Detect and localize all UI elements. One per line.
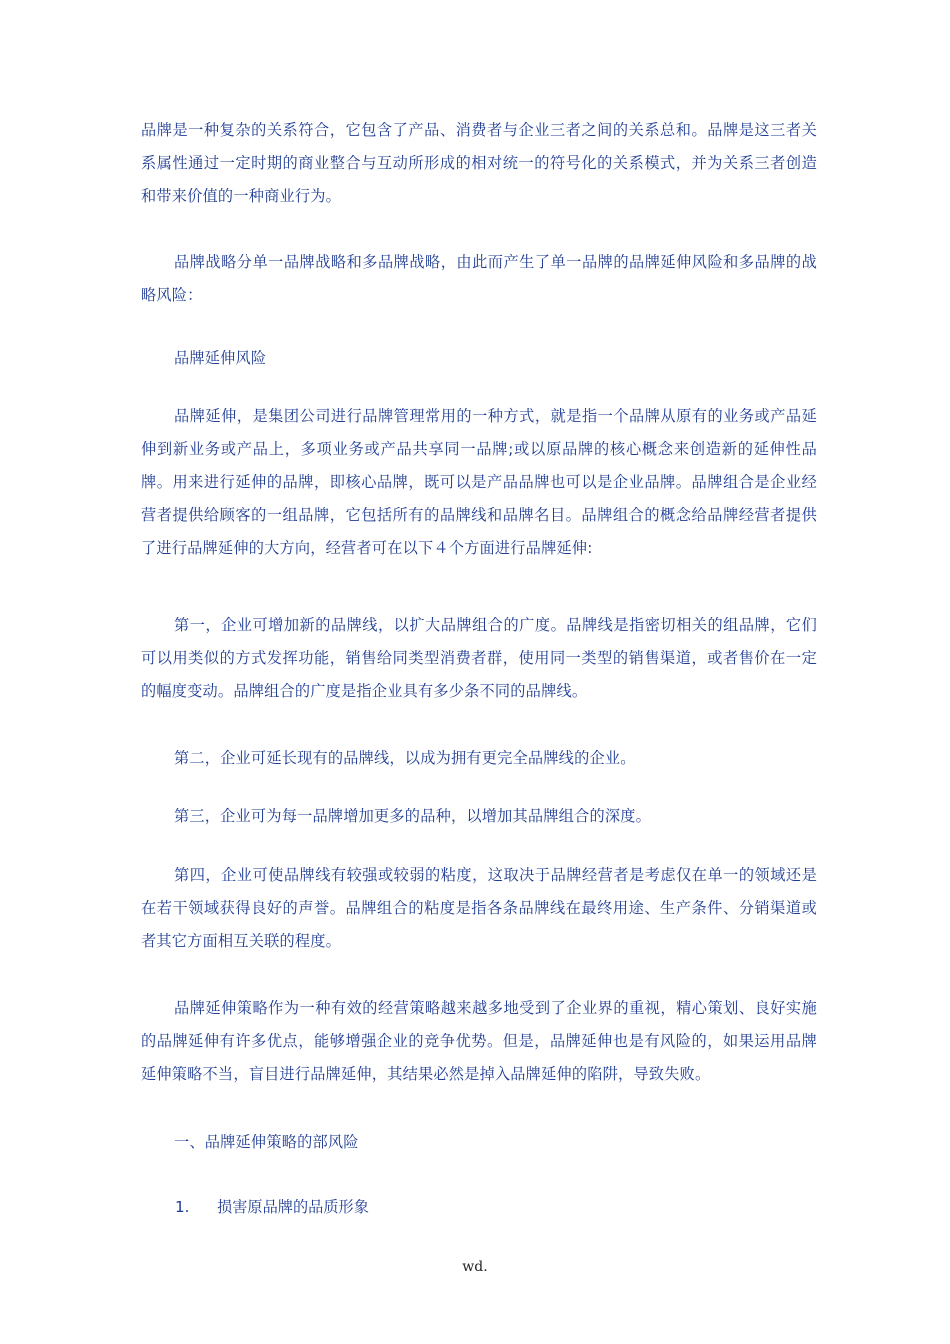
paragraph-brand-extension: 品牌延伸，是集团公司进行品牌管理常用的一种方式，就是指一个品牌从原有的业务或产品延伸到新业务或产品上，多项业务或产品共享同一品牌;或以原品牌的核心概念来创造新的延伸性品牌。用来进行延伸的品牌，即核心品牌，既可以是产品品牌也可以是企业品牌。品牌组合是企业经营者提供给顾客的一组品牌，它包括所有的品牌线和品牌名目。品牌组合的概念给品牌经营者提供了进行品牌延伸的大方向，经营者可在以下４个方面进行品牌延伸: xyxy=(141,407,817,557)
paragraph-brand-strategy: 品牌战略分单一品牌战略和多品牌战略，由此而产生了单一品牌的品牌延伸风险和多品牌的战略风险： xyxy=(141,253,817,304)
paragraph-second: 第二，企业可延长现有的品牌线，以成为拥有更完全品牌线的企业。 xyxy=(174,749,636,767)
paragraph-first: 第一，企业可增加新的品牌线，以扩大品牌组合的广度。品牌线是指密切相关的组品牌，它们可以用类似的方式发挥功能，销售给同类型消费者群，使用同一类型的销售渠道，或者售价在一定的幅度变动。品牌组合的广度是指企业具有多少条不同的品牌线。 xyxy=(141,616,817,700)
paragraph-third: 第三，企业可为每一品牌增加更多的品种，以增加其品牌组合的深度。 xyxy=(174,807,652,825)
paragraph-extension-strategy: 品牌延伸策略作为一种有效的经营策略越来越多地受到了企业界的重视，精心策划、良好实施的品牌延伸有许多优点，能够增强企业的竞争优势。但是，品牌延伸也是有风险的，如果运用品牌延伸策略不当，盲目进行品牌延伸，其结果必然是掉入品牌延伸的陷阱，导致失败。 xyxy=(141,999,817,1083)
list-item-text: 损害原品牌的品质形象 xyxy=(217,1198,369,1216)
paragraph-brand-definition: 品牌是一种复杂的关系符合，它包含了产品、消费者与企业三者之间的关系总和。品牌是这三者关系属性通过一定时期的商业整合与互动所形成的相对统一的符号化的关系模式，并为关系三者创造和带来价值的一种商业行为。 xyxy=(141,121,817,205)
section-heading-internal-risk: 一、品牌延伸策略的部风险 xyxy=(174,1133,359,1151)
page-footer: wd. xyxy=(462,1259,488,1275)
list-item xyxy=(175,1195,369,1219)
paragraph-fourth: 第四，企业可使品牌线有较强或较弱的粘度，这取决于品牌经营者是考虑仅在单一的领域还是在若干领域获得良好的声誉。品牌组合的粘度是指各条品牌线在最终用途、生产条件、分销渠道或者其它方面相互关联的程度。 xyxy=(141,866,817,950)
section-heading-brand-extension-risk: 品牌延伸风险 xyxy=(174,349,267,367)
list-item-number: 1. xyxy=(175,1198,190,1216)
